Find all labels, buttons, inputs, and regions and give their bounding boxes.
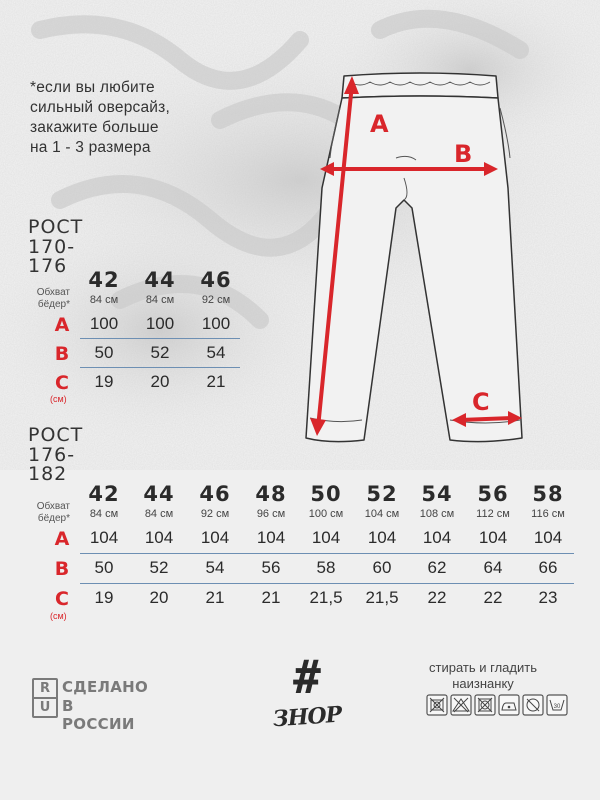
hip-label-line: Обхват	[36, 501, 70, 512]
oversize-note	[30, 78, 170, 158]
table-cell: 19	[94, 372, 114, 391]
table-cell: 50	[94, 343, 114, 362]
rost-label: РОСТ	[28, 424, 84, 446]
table-cell: 62	[427, 558, 447, 577]
row-label-c: С	[55, 588, 69, 610]
hip-value: 96 см	[256, 508, 286, 520]
hip-label-line: бёдер*	[37, 299, 70, 310]
size-header: 54	[421, 482, 453, 506]
hip-value: 84 см	[89, 294, 119, 306]
size-header: 56	[477, 482, 509, 506]
size-header: 50	[310, 482, 342, 506]
brand-logo	[262, 652, 352, 752]
hip-value: 116 см	[531, 508, 565, 520]
table-cell: 54	[205, 558, 225, 577]
table-cell: 104	[311, 528, 341, 547]
table-cell: 20	[149, 588, 169, 607]
wash-30-label: 30	[553, 704, 561, 710]
care-text	[403, 660, 563, 692]
made-in-line-2: В РОССИИ	[62, 697, 135, 733]
diagram-label-b: B	[454, 140, 473, 168]
table-cell: 21,5	[309, 588, 343, 607]
hip-label	[20, 287, 70, 311]
ru-box-r: R	[39, 681, 50, 696]
unit-label: (см)	[50, 611, 67, 621]
row-divider	[80, 367, 240, 368]
pants-diagram	[300, 68, 540, 452]
hip-value: 84 см	[144, 508, 174, 520]
table-cell: 104	[422, 528, 452, 547]
size-header: 44	[143, 482, 175, 506]
rost-range: 176-182	[28, 444, 76, 485]
table-cell: 60	[372, 558, 392, 577]
care-icons	[426, 694, 568, 723]
table-cell: 64	[483, 558, 503, 577]
size-header: 42	[88, 482, 120, 506]
hip-value: 104 см	[364, 508, 400, 520]
ru-box-u: U	[39, 700, 51, 715]
hip-label-line: Обхват	[36, 287, 70, 298]
size-header: 44	[144, 268, 176, 292]
row-label-b: В	[54, 343, 70, 365]
diagram-label-a: A	[370, 110, 389, 138]
hip-value: 84 см	[145, 294, 175, 306]
hip-value: 108 см	[419, 508, 455, 520]
hip-value: 92 см	[201, 294, 231, 306]
care-text-line: наизнанку	[452, 676, 514, 691]
rost-range: 170-176	[28, 236, 76, 277]
brand-logo-symbol: #	[293, 650, 321, 704]
hem-arrow-c	[460, 418, 514, 420]
table-cell: 22	[427, 588, 447, 607]
table-cell: 23	[538, 588, 558, 607]
row-label-c: С	[55, 372, 69, 394]
row-divider	[80, 583, 574, 584]
table-cell: 21	[261, 588, 281, 607]
row-label-a: А	[54, 528, 70, 550]
table-cell: 54	[206, 343, 226, 362]
table-cell: 21	[205, 588, 225, 607]
table-cell: 100	[145, 314, 175, 333]
table-cell: 56	[261, 558, 281, 577]
hip-label-line: бёдер*	[37, 513, 70, 524]
table-cell: 19	[94, 588, 114, 607]
note-line: на 1 - 3 размера	[30, 139, 151, 156]
rost-label: РОСТ	[28, 216, 84, 238]
table-cell: 104	[256, 528, 286, 547]
ru-box	[32, 678, 58, 718]
size-header: 58	[532, 482, 564, 506]
hip-value: 112 см	[476, 508, 510, 520]
table-cell: 104	[533, 528, 563, 547]
note-line: *если вы любите	[30, 79, 155, 96]
table-cell: 66	[538, 558, 558, 577]
hip-label	[20, 501, 70, 525]
size-header: 52	[366, 482, 398, 506]
row-divider	[80, 338, 240, 339]
table-cell: 52	[149, 558, 169, 577]
row-divider	[80, 553, 574, 554]
table-cell: 104	[367, 528, 397, 547]
table-cell: 100	[201, 314, 231, 333]
table-cell: 20	[150, 372, 170, 391]
table-cell: 21,5	[365, 588, 399, 607]
size-header: 46	[199, 482, 231, 506]
table-cell: 104	[200, 528, 230, 547]
size-header: 46	[200, 268, 232, 292]
row-label-a: А	[54, 314, 70, 336]
note-line: сильный оверсайз,	[30, 99, 170, 116]
brand-logo-text: ЗНОР	[271, 701, 342, 733]
table-cell: 50	[94, 558, 114, 577]
care-text-line: стирать и гладить	[429, 660, 537, 675]
note-line: закажите больше	[30, 119, 159, 136]
made-in-line-1: СДЕЛАНО	[62, 678, 149, 696]
hip-value: 92 см	[200, 508, 230, 520]
table-cell: 100	[89, 314, 119, 333]
row-label-b: В	[54, 558, 70, 580]
table-cell: 52	[150, 343, 170, 362]
diagram-label-c: C	[472, 388, 490, 416]
table-cell: 22	[483, 588, 503, 607]
table-cell: 104	[144, 528, 174, 547]
table-cell: 104	[478, 528, 508, 547]
unit-label: (см)	[50, 394, 67, 404]
size-header: 42	[88, 268, 120, 292]
table-cell: 104	[89, 528, 119, 547]
hip-value: 100 см	[308, 508, 344, 520]
size-header: 48	[255, 482, 287, 506]
table-cell: 58	[316, 558, 336, 577]
hip-value: 84 см	[89, 508, 119, 520]
table-cell: 21	[206, 372, 226, 391]
